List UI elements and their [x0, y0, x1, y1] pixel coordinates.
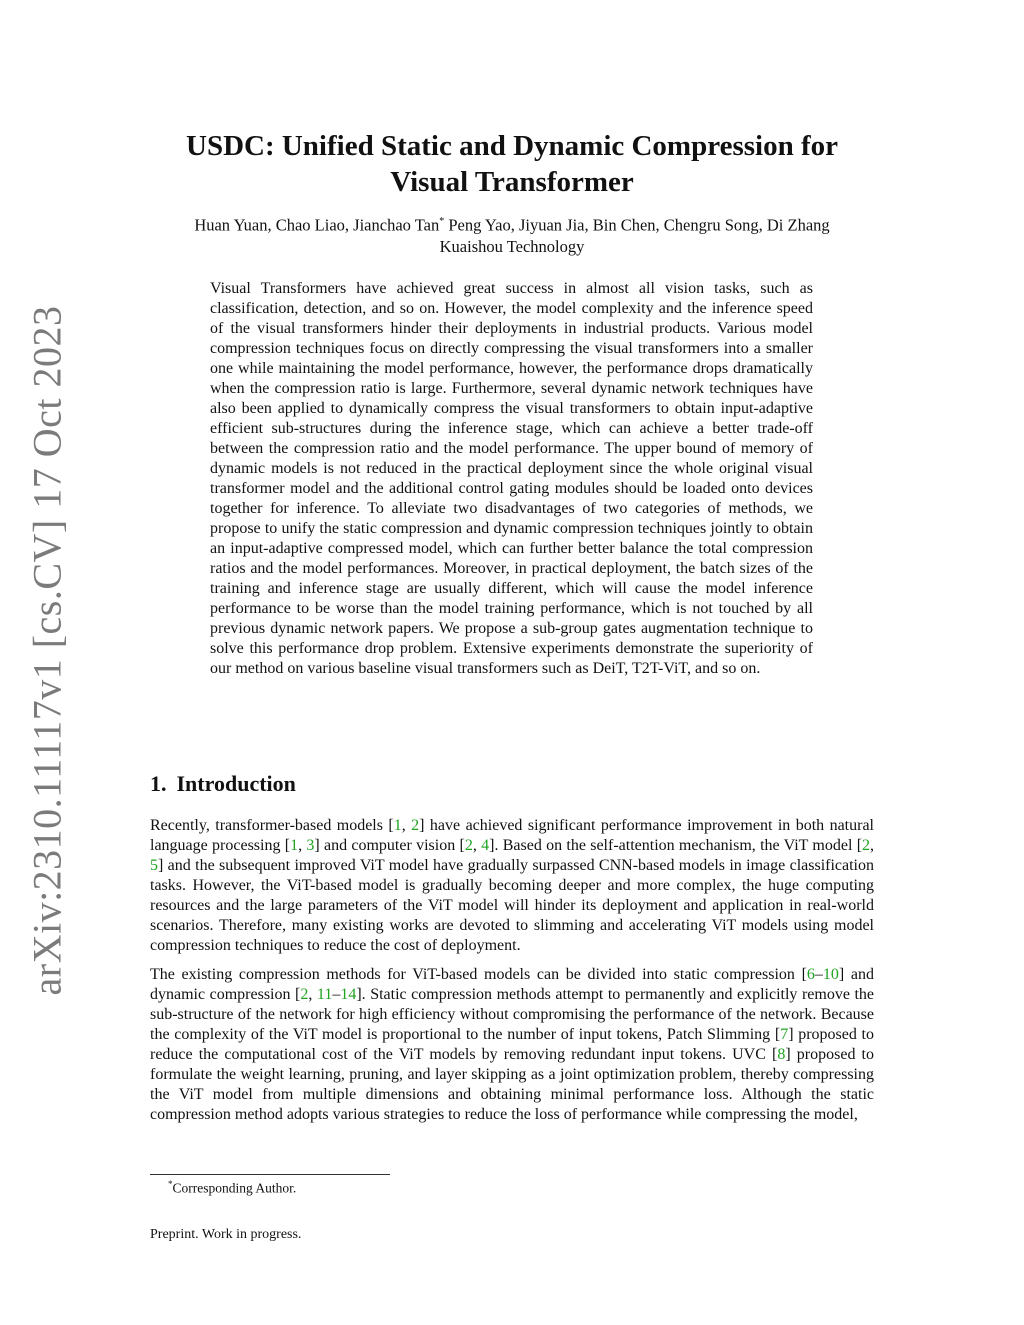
intro-paragraph-2: [150, 965, 874, 1125]
text-run: ] proposed to reduce the computational cost of the ViT models by removing redundant input tokens. UVC [: [150, 1026, 874, 1063]
citation-link[interactable]: 2: [464, 837, 473, 854]
text-run: ,: [870, 837, 875, 854]
intro-paragraph-1: [150, 816, 874, 956]
footnote-text: Corresponding Author.: [172, 1180, 297, 1196]
arxiv-stamp: [18, 304, 76, 996]
authors-rest: Peng Yao, Jiyuan Jia, Bin Chen, Chengru Song, Di Zhang: [444, 215, 830, 235]
footnote: [168, 1179, 296, 1197]
citation-link[interactable]: 1: [290, 837, 299, 854]
citation-link[interactable]: 2: [300, 986, 309, 1003]
citation-link[interactable]: 5: [150, 857, 158, 874]
text-run: ] proposed to formulate the weight learning, pruning, and layer skipping as a joint optimization problem, thereby compressing the ViT model from multiple dimensions and obtaining minimal performance loss. Although the static compression method adopts various strategies to reduce the loss of performance while compressing the model,: [150, 1046, 874, 1123]
text-run: ] and computer vision [: [314, 837, 465, 854]
citation-link[interactable]: 2: [862, 837, 871, 854]
preprint-note: Preprint. Work in progress.: [150, 1227, 302, 1242]
citation-link[interactable]: 14: [340, 986, 357, 1003]
citation-link[interactable]: 11: [316, 986, 333, 1003]
abstract: Visual Transformers have achieved great success in almost all vision tasks, such as classification, detection, and so on. However, the model complexity and the inference speed of the visual transformers hinder their deployments in industrial products. Various model compression techniques focus on directly compressing the visual transformers into a smaller one while maintaining the model performance, however, the performance drops dramatically when the compression ratio is large. Furthermore, several dynamic network techniques have also been applied to dynamically compress the visual transformers to obtain input-adaptive efficient sub-structures during the inference stage, which can achieve a better trade-off between the compression ratio and the model performance. The upper bound of memory of dynamic models is not reduced in the practical deployment since the whole original visual transformer model and the additional control gating modules should be loaded onto devices together for inference. To alleviate two disadvantages of two categories of methods, we propose to unify the static compression and dynamic compression techniques jointly to obtain an input-adaptive compressed model, which can further better balance the total compression ratios and the model performances. Moreover, in practical deployment, the batch sizes of the training and inference stage are usually different, which will cause the model inference performance to be worse than the model training performance, which is not touched by all previous dynamic network papers. We propose a sub-group gates augmentation technique to solve this performance drop problem. Extensive experiments demonstrate the superiority of our method on various baseline visual transformers such as DeiT, T2T-ViT, and so on.: [210, 280, 813, 677]
text-run: Recently, transformer-based models [: [150, 817, 394, 834]
author-list: [120, 211, 904, 236]
section-number: 1.: [150, 771, 167, 796]
section-title: Introduction: [176, 771, 296, 796]
section-heading: [150, 771, 296, 797]
footnote-mark: *: [168, 1179, 173, 1189]
citation-link[interactable]: 8: [777, 1046, 786, 1063]
title-line-2: Visual Transformer: [390, 166, 634, 198]
text-run: –: [332, 986, 341, 1003]
text-run: ]. Static compression methods attempt to permanently and explicitly remove the sub-structure of the network for high efficiency without compromising the performance of the network. Because the complexity of the ViT model is proportional to the number of input tokens, Patch Slimming [: [150, 986, 875, 1043]
text-run: ] have achieved significant performance improvement in both natural language processing [: [150, 817, 874, 854]
text-run: The existing compression methods for ViT-based models can be divided into static compression [: [150, 966, 807, 983]
citation-link[interactable]: 10: [822, 966, 839, 983]
citation-link[interactable]: 4: [481, 837, 490, 854]
citation-link[interactable]: 2: [411, 817, 420, 834]
citation-link[interactable]: 1: [393, 817, 402, 834]
text-run: ,: [298, 837, 307, 854]
text-run: ] and the subsequent improved ViT model have gradually surpassed CNN-based models in image classification tasks. However, the ViT-based model is gradually becoming deeper and more complex, the huge computing resources and the large parameters of the ViT model will hinder its deployment and application in real-world scenarios. Therefore, many existing works are devoted to slimming and accelerating ViT models using model compression techniques to reduce the cost of deployment.: [150, 857, 874, 954]
affiliation: Kuaishou Technology: [439, 236, 585, 256]
arxiv-stamp-text: arXiv:2310.11117v1 [cs.CV] 17 Oct 2023: [24, 304, 70, 996]
text-run: ,: [308, 986, 317, 1003]
text-run: ,: [472, 837, 482, 854]
author-block: [120, 211, 904, 257]
paper-title: [120, 128, 904, 200]
text-run: –: [814, 966, 823, 983]
citation-link[interactable]: 6: [806, 966, 815, 983]
text-run: ] and dynamic compression [: [150, 966, 874, 1003]
footnote-rule: [150, 1174, 390, 1175]
corresponding-mark: *: [439, 216, 445, 227]
text-run: ]. Based on the self-attention mechanism, the ViT model [: [489, 837, 863, 854]
citation-link[interactable]: 7: [780, 1026, 789, 1043]
authors-first: Huan Yuan, Chao Liao, Jianchao Tan: [194, 215, 440, 235]
citation-link[interactable]: 3: [306, 837, 315, 854]
body-text: [150, 816, 874, 1134]
title-line-1: USDC: Unified Static and Dynamic Compression for: [186, 130, 838, 162]
text-run: ,: [401, 817, 412, 834]
